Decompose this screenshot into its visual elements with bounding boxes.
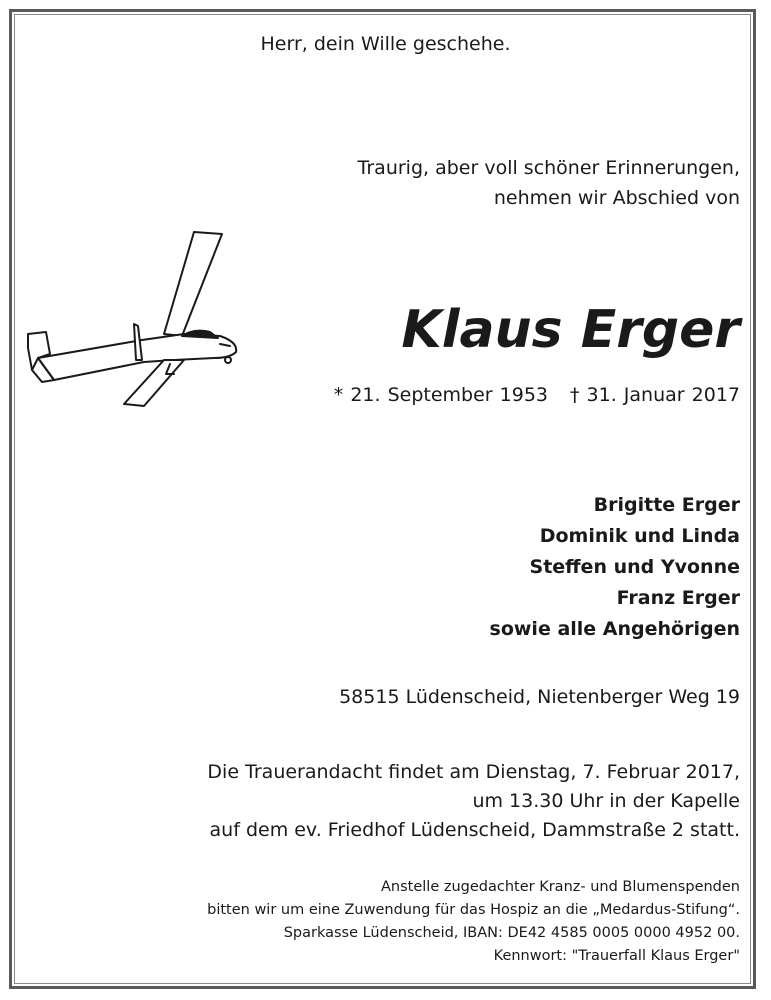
mourners-list	[490, 490, 740, 645]
ceremony-line: Die Trauerandacht findet am Dienstag, 7. Februar 2017,	[207, 761, 740, 783]
glider-upper-wing	[164, 232, 222, 336]
address: 58515 Lüdenscheid, Nietenberger Weg 19	[339, 686, 740, 708]
death-date: † 31. Januar 2017	[570, 384, 740, 406]
birth-date: * 21. September 1953	[333, 384, 549, 406]
ceremony-info	[207, 758, 740, 845]
intro-line: nehmen wir Abschied von	[493, 187, 740, 209]
glider-airplane-icon	[24, 228, 244, 408]
mourner: Dominik und Linda	[539, 525, 740, 547]
donation-line: Kennwort: "Trauerfall Klaus Erger"	[493, 948, 740, 964]
ceremony-line: auf dem ev. Friedhof Lüdenscheid, Dammstraße 2 statt.	[209, 819, 740, 841]
intro-line: Traurig, aber voll schöner Erinnerungen,	[357, 157, 740, 179]
donation-line: Sparkasse Lüdenscheid, IBAN: DE42 4585 0005 0000 4952 00.	[283, 925, 740, 941]
donation-line: Anstelle zugedachter Kranz- und Blumenspenden	[381, 879, 740, 895]
mourner: Steffen und Yvonne	[529, 556, 740, 578]
intro-text	[358, 153, 740, 213]
mourner: Brigitte Erger	[593, 494, 740, 516]
glider-canopy	[182, 331, 218, 338]
donation-line: bitten wir um eine Zuwendung für das Hospiz an die „Medardus-Stifung“.	[207, 902, 740, 918]
motto: Herr, dein Wille geschehe.	[260, 33, 511, 55]
mourner: sowie alle Angehörigen	[489, 618, 740, 640]
life-dates	[334, 384, 740, 406]
donation-info	[207, 876, 740, 968]
glider-lower-wing	[124, 360, 184, 406]
ceremony-line: um 13.30 Uhr in der Kapelle	[472, 790, 740, 812]
deceased-name: Klaus Erger	[401, 300, 740, 360]
mourner: Franz Erger	[616, 587, 740, 609]
